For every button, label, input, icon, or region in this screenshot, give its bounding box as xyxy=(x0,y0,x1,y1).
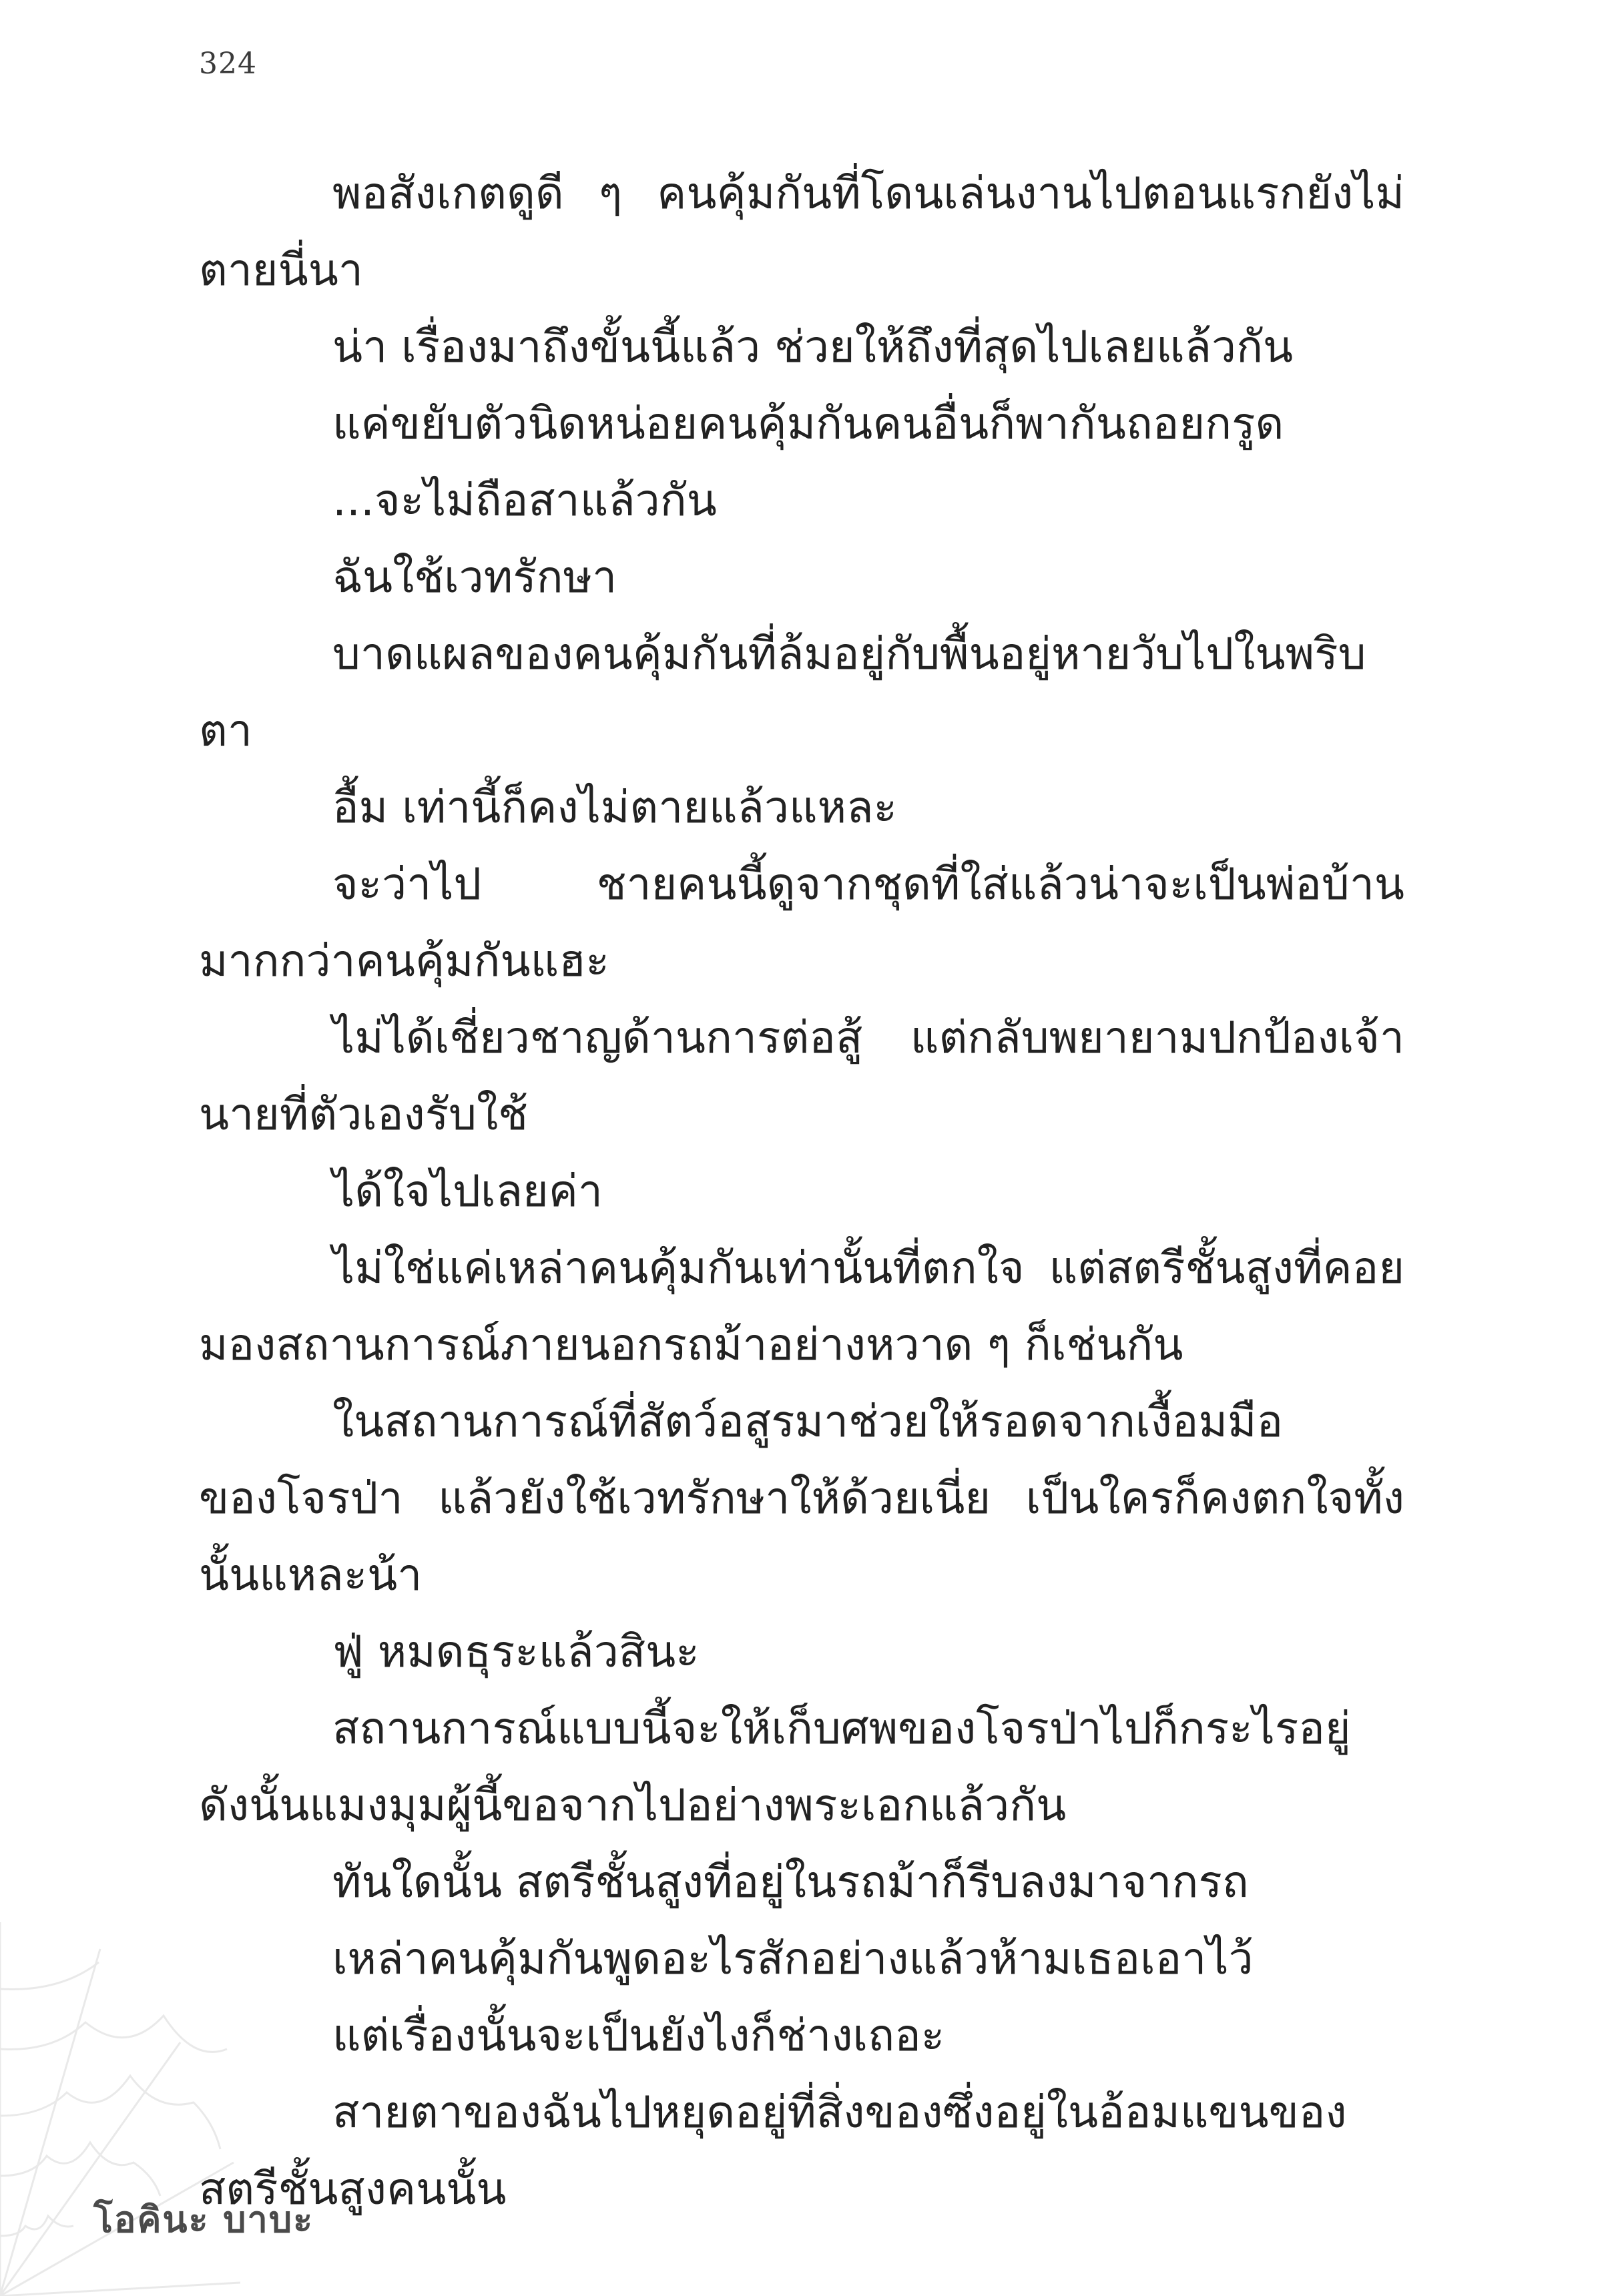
paragraph: ทันใดนั้น สตรีชั้นสูงที่อยู่ในรถม้าก็รีบลงมาจากรถ xyxy=(332,1856,1249,1908)
paragraph: สายตาของฉันไปหยุดอยู่ที่สิ่งของซึ่งอยู่ในอ้อมแขนของสตรีชั้นสูงคนนั้น xyxy=(199,2086,1347,2215)
paragraph: ฟู่ หมดธุระแล้วสินะ xyxy=(332,1626,700,1677)
paragraph: อื้ม เท่านี้ก็คงไม่ตายแล้วแหละ xyxy=(332,782,897,833)
paragraph: น่า เรื่องมาถึงขั้นนี้แล้ว ช่วยให้ถึงที่สุดไปเลยแล้วกัน xyxy=(332,321,1294,372)
paragraph: แค่ขยับตัวนิดหน่อยคนคุ้มกันคนอื่นก็พากันถอยกรูด xyxy=(332,398,1284,449)
paragraph: บาดแผลของคนคุ้มกันที่ล้มอยู่กับพื้นอยู่หายวับไปในพริบตา xyxy=(199,628,1366,756)
paragraph: พอสังเกตดูดี ๆ คนคุ้มกันที่โดนเล่นงานไปตอนแรกยังไม่ตายนี่นา xyxy=(199,168,1404,296)
author-footer: โอคินะ บาบะ xyxy=(93,2199,314,2241)
paragraph: เหล่าคนคุ้มกันพูดอะไรสักอย่างแล้วห้ามเธอเอาไว้ xyxy=(332,1933,1254,1984)
body-text xyxy=(199,155,1404,2227)
paragraph: ในสถานการณ์ที่สัตว์อสูรมาช่วยให้รอดจากเงื้อมมือของโจรป่า แล้วยังใช้เวทรักษาให้ด้วยเนี่ย เป็นใครก็คงตกใจทั้งนั้นแหละน้า xyxy=(199,1396,1404,1601)
paragraph: ...จะไม่ถือสาแล้วกัน xyxy=(332,475,717,526)
paragraph: แต่เรื่องนั้นจะเป็นยังไงก็ช่างเถอะ xyxy=(332,2010,945,2061)
paragraph: ได้ใจไปเลยค่า xyxy=(332,1165,603,1217)
paragraph: ฉันใช้เวทรักษา xyxy=(332,551,617,603)
paragraph: สถานการณ์แบบนี้จะให้เก็บศพของโจรป่าไปก็กระไรอยู่ ดังนั้นแมงมุมผู้นี้ขอจากไปอย่างพระเอกแล้วกัน xyxy=(199,1703,1351,1831)
paragraph: จะว่าไป ชายคนนี้ดูจากชุดที่ใส่แล้วน่าจะเป็นพ่อบ้านมากกว่าคนคุ้มกันแฮะ xyxy=(199,858,1404,986)
paragraph: ไม่ใช่แค่เหล่าคนคุ้มกันเท่านั้นที่ตกใจ แต่สตรีชั้นสูงที่คอยมองสถานการณ์ภายนอกรถม้าอย่างหวาด ๆ ก็เช่นกัน xyxy=(199,1242,1404,1370)
paragraph: ไม่ได้เชี่ยวชาญด้านการต่อสู้ แต่กลับพยายามปกป้องเจ้านายที่ตัวเองรับใช้ xyxy=(199,1012,1404,1140)
page-number: 324 xyxy=(199,47,257,81)
